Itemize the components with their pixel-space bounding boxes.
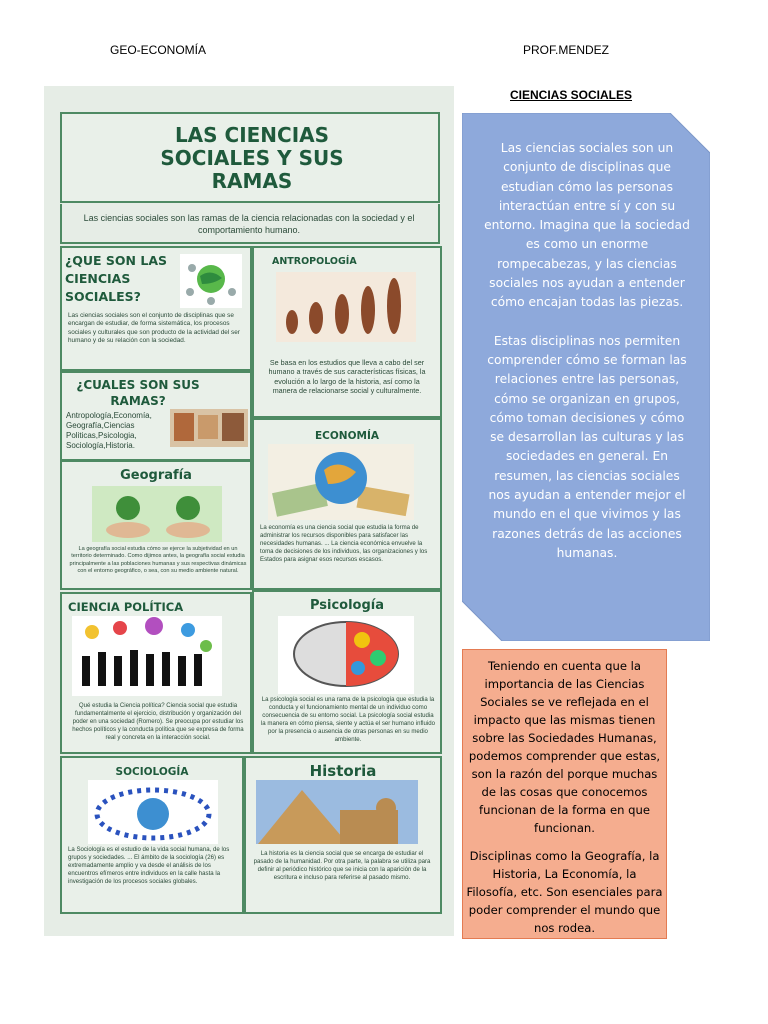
geografia-text: La geografía social estudia cómo se ejerce la subjetividad en un territorio determinado. Como dijimos antes, la geografía social estudia principalmente a las poblaciones humanas y sus respectivas dinámicas con el entorno geográfico, o sea, con su medio ambiente natural. [69, 546, 247, 574]
blue-box-text [482, 139, 692, 582]
infographic [44, 86, 454, 936]
historia-heading: Historia [309, 762, 377, 780]
economia-box [252, 418, 442, 590]
ciencia-politica-text: Qué estudia la Ciencia política? Ciencia social que estudia fundamentalmente el ejercicio, distribución y organización del poder en una sociedad (Romero). Se preocupa por estudiar los hechos políticos y la conducta política que se expresa de forma real y concreta en la interacción social. [72, 702, 244, 741]
sociologia-heading: SOCIOLOGÍA [115, 766, 189, 778]
evolution-image [276, 272, 416, 342]
sphinx-pyramid-image [256, 780, 418, 844]
historia-text: La historia es la ciencia social que se encarga de estudiar el pasado de la humanidad. Por otra parte, la palabra se utiliza para definir al periódico histórico que se inicia con la aparición de la escritura e incluso para referirse al pasado mismo. [253, 850, 431, 881]
orange-paragraph-2: Disciplinas como la Geografía, la Historia, La Economía, la Filosofía, etc. Son esenciales para poder comprender el mundo que nos rodea. [466, 849, 663, 935]
geografia-box [60, 460, 252, 590]
infographic-title-box [60, 112, 440, 203]
que-son-text: Las ciencias sociales son el conjunto de disciplinas que se encargan de estudiar, de forma sistemática, los procesos sociales y culturales que son producto de la actividad del ser humano y de su relación con la sociedad. [68, 312, 240, 344]
hands-plants-image [92, 486, 222, 542]
antropologia-heading: ANTROPOLOGÍA [272, 256, 357, 267]
psicologia-text: La psicología social es una rama de la psicología que estudia la conducta y el funcionamiento mental de un individuo como consecuencia de su entorno social. La psicología social estudia la manera en cómo piensa, siente y actúa el ser humano influido por la presencia o ausencia de otras personas en su medio ambiente. [260, 696, 436, 743]
cuales-text: Antropología,Economía, Geografía,Ciencias Politicas,Psicologia, Sociología,Historia. [66, 411, 152, 450]
collage-image [170, 409, 248, 447]
section-title: CIENCIAS SOCIALES [510, 88, 633, 102]
people-speech-image [72, 616, 222, 696]
infographic-title: LAS CIENCIAS SOCIALES Y SUS RAMAS [160, 123, 344, 193]
cuales-heading: ¿CUALES SON SUS RAMAS? [76, 378, 200, 408]
blue-paragraph-1: Las ciencias sociales son un conjunto de disciplinas que estudian cómo las personas interactúan entre sí y con su entorno. Imagina que la sociedad es como un enorme rompecabezas, y las ciencias sociales nos ayudan a entender cómo encajan todas las piezas. [484, 141, 690, 310]
ciencia-politica-heading: CIENCIA POLÍTICA [68, 600, 184, 614]
intro-frame [60, 204, 440, 244]
sociologia-box [60, 756, 244, 914]
historia-box [244, 756, 442, 914]
people-circle-globe-image [88, 780, 218, 844]
que-son-box [60, 246, 252, 371]
header-teacher: PROF.MENDEZ [523, 43, 610, 57]
economia-heading: ECONOMÍA [315, 430, 379, 442]
infographic-intro: Las ciencias sociales son las ramas de la ciencia relacionadas con la sociedad y el comportamiento humano. [83, 213, 415, 235]
globe-people-icon [180, 254, 242, 308]
cuales-box [60, 371, 252, 461]
header-subject: GEO-ECONOMÍA [110, 43, 207, 57]
economia-text: La economía es una ciencia social que estudia la forma de administrar los recursos disponibles para satisfacer las necesidades humanas. ... La ciencia económica envuelve la toma de decisiones de los individuos, las organizaciones y los Estados para asignar esos recursos escasos. [260, 524, 428, 563]
orange-paragraph-1: Teniendo en cuenta que la importancia de las Ciencias Sociales se ve reflejada en el impacto que las mismas tienen sobre las Sociedades Humanas, podemos comprender que estas, son la razón del porque muchas de las cosas que conocemos funcionan de la forma en que funcionan. [468, 659, 661, 835]
psicologia-box [252, 590, 442, 754]
blue-paragraph-2: Estas disciplinas nos permiten comprender cómo se forman las relaciones entre las personas, cómo se organizan en grupos, cómo toman decisiones y cómo se desarrollan las culturas y las sociedades en general. En resumen, las ciencias sociales nos ayudan a entender mejor el mundo en el que vivimos y las razones detrás de las acciones humanas. [487, 333, 687, 560]
money-globe-image [268, 444, 414, 520]
ciencia-politica-box [60, 592, 252, 754]
que-son-heading: ¿QUE SON LAS CIENCIAS SOCIALES? [65, 253, 168, 304]
antropologia-box [252, 246, 442, 418]
geografia-heading: Geografía [120, 468, 192, 483]
psicologia-heading: Psicología [309, 598, 385, 613]
antropologia-text: Se basa en los estudios que lleva a cabo del ser humano a través de sus características físicas, la evolución a lo largo de la historia, así como la manera de relacionarse social y culturalmente. [268, 358, 426, 396]
brain-image [278, 616, 414, 694]
orange-box-text [466, 657, 663, 947]
sociologia-text: La Sociología es el estudio de la vida social humana, de los grupos y sociedades. ... El ámbito de la sociología (26) es extremadamente amplio y va desde el análisis de los encuentros efímeros entre individuos en la calle hasta la investigación de los procesos sociales globales. [68, 846, 230, 885]
